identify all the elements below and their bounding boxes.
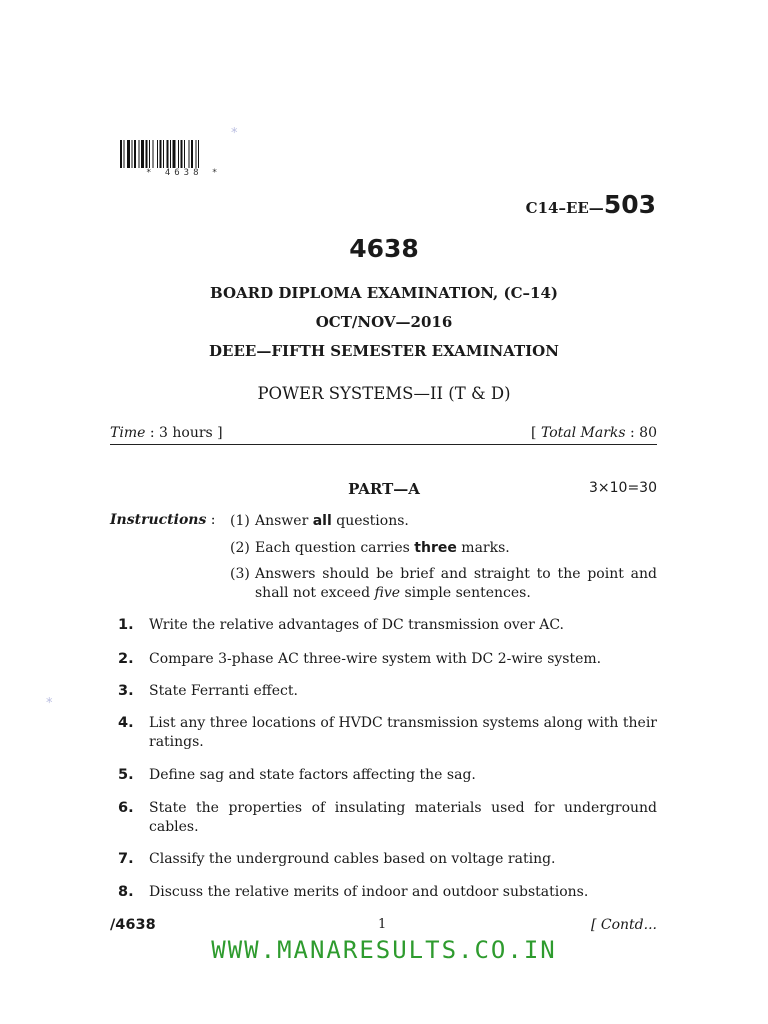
instruction-text-part: Answer (255, 513, 313, 529)
instruction-emphasis: all (312, 513, 332, 529)
instructions-label (110, 512, 216, 528)
barcode-bar (157, 140, 158, 168)
question-item (118, 883, 658, 902)
barcode-bar (198, 140, 199, 168)
instructions-colon: : (210, 512, 216, 528)
header-rule (110, 444, 657, 445)
barcode-bar (141, 140, 144, 168)
question-text: Define sag and state factors affecting the sag. (149, 767, 476, 783)
time-label: Time (110, 425, 146, 441)
barcode-bar (124, 140, 125, 168)
stray-mark: * (46, 696, 53, 711)
footer-continued-text: [ Contd... (590, 917, 657, 933)
question-item (118, 714, 658, 752)
question-number: 8. (118, 884, 134, 900)
instruction-emphasis: five (374, 585, 401, 601)
exam-session: OCT/NOV—2016 (315, 313, 453, 331)
instruction-item (230, 565, 657, 603)
instruction-text (255, 565, 657, 603)
footer-paper-code: /4638 (110, 917, 156, 933)
paper-code-prefix: C14–EE— (525, 199, 604, 217)
website-watermark: WWW.MANARESULTS.CO.IN (211, 936, 557, 964)
barcode-bar (149, 140, 150, 168)
question-item (118, 682, 658, 701)
exam-title: BOARD DIPLOMA EXAMINATION, (C–14) (209, 284, 558, 302)
barcode (120, 140, 262, 168)
footer-continued (591, 917, 657, 933)
paper-code-number: 503 (603, 190, 656, 219)
instruction-text-part: simple sentences. (400, 585, 531, 601)
time-value: : 3 hours ] (149, 425, 223, 441)
question-number: 2. (118, 651, 134, 667)
barcode-bar (132, 140, 133, 168)
marks-label: Total Marks (540, 425, 626, 441)
stray-mark: * (231, 126, 238, 141)
total-marks (531, 425, 657, 441)
question-text: State Ferranti effect. (149, 683, 298, 699)
paper-id: 4638 (349, 234, 419, 263)
instruction-item (230, 539, 657, 558)
barcode-bar (170, 140, 171, 168)
barcode-bar (178, 140, 179, 168)
question-text: Discuss the relative merits of indoor and outdoor substations. (149, 884, 589, 900)
barcode-bar (120, 140, 122, 168)
barcode-bar (196, 140, 197, 168)
instruction-number: (3) (230, 566, 250, 582)
instruction-text-part: questions. (331, 513, 409, 529)
instruction-text-part: Each question carries (255, 540, 415, 556)
footer-page-number: 1 (378, 917, 387, 932)
question-item (118, 766, 658, 785)
instruction-number: (2) (230, 540, 250, 556)
barcode-bar (127, 140, 130, 168)
barcode-bar (181, 140, 183, 168)
question-text: State the properties of insulating materials used for underground cables. (149, 800, 657, 835)
barcode-bar (173, 140, 176, 168)
instruction-text-part: marks. (456, 540, 510, 556)
question-number: 4. (118, 715, 134, 731)
barcode-bar (191, 140, 193, 168)
barcode-number: * 4638 * (146, 168, 222, 178)
barcode-bar (160, 140, 162, 168)
question-number: 7. (118, 851, 134, 867)
barcode-bar (134, 140, 136, 168)
question-item (118, 650, 658, 669)
instruction-item (230, 512, 657, 531)
time-allowed (110, 425, 223, 441)
barcode-bar (163, 140, 164, 168)
instruction-text (255, 539, 657, 558)
barcode-bar (146, 140, 148, 168)
instruction-emphasis: three (414, 540, 457, 556)
instruction-number: (1) (230, 513, 250, 529)
question-item (118, 799, 658, 837)
question-number: 3. (118, 683, 134, 699)
question-number: 6. (118, 800, 134, 816)
question-text: Compare 3-phase AC three-wire system with DC 2-wire system. (149, 651, 602, 667)
question-text: List any three locations of HVDC transmission systems along with their ratings. (149, 715, 657, 750)
question-number: 5. (118, 767, 134, 783)
question-item (118, 850, 658, 869)
barcode-bar (139, 140, 140, 168)
instruction-text (255, 512, 657, 531)
barcode-bar (189, 140, 190, 168)
marks-value: : 80 (630, 425, 657, 441)
question-text: Write the relative advantages of DC transmission over AC. (149, 617, 565, 633)
question-text: Classify the underground cables based on voltage rating. (149, 851, 556, 867)
subject-title: POWER SYSTEMS—II (T & D) (257, 384, 511, 403)
barcode-bar (167, 140, 169, 168)
instructions-label-text: Instructions (110, 512, 207, 528)
part-title: PART—A (348, 480, 420, 498)
marks-open-bracket: [ (531, 425, 541, 441)
question-item (118, 616, 658, 635)
instruction-text-part: Answers should be brief and straight to the point and shall not exceed (255, 566, 657, 601)
exam-name: DEEE—FIFTH SEMESTER EXAMINATION (209, 342, 559, 360)
part-marks: 3×10=30 (589, 480, 657, 496)
barcode-bar (153, 140, 154, 168)
barcode-bar (184, 140, 185, 168)
question-number: 1. (118, 617, 134, 633)
paper-code (526, 190, 656, 219)
